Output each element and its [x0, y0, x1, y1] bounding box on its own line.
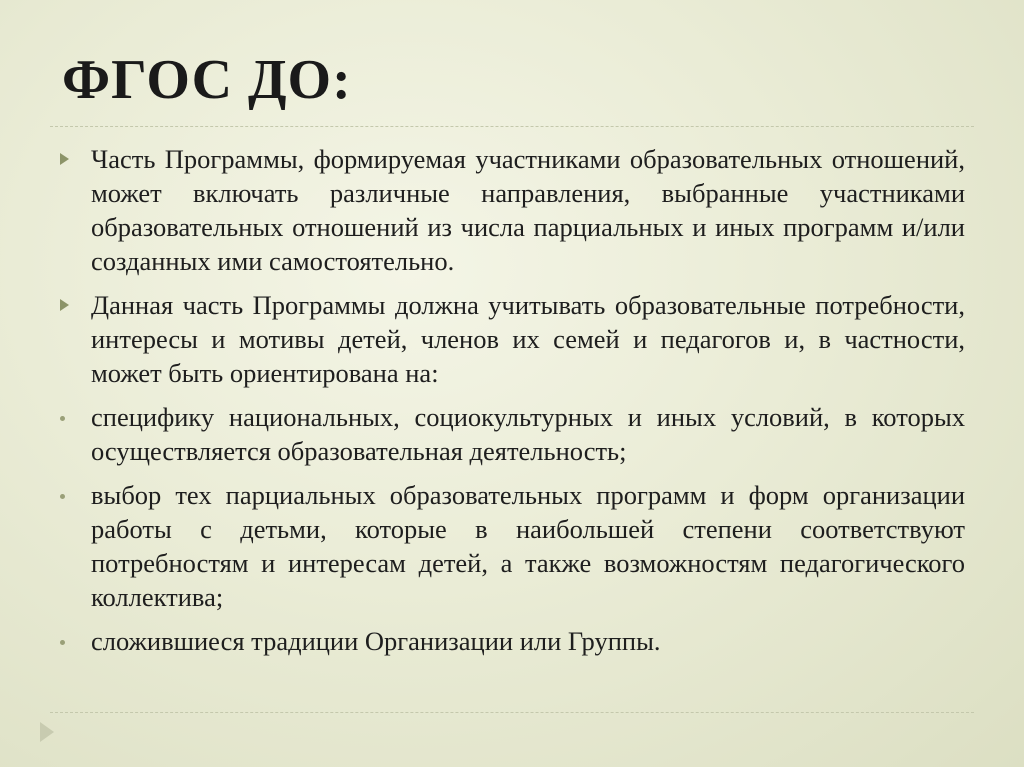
list-item [55, 624, 965, 658]
list-item-text: специфику национальных, социокультурных и иных условий, в которых осуществляется образовательная деятельность; [91, 402, 965, 466]
list-item [55, 478, 965, 614]
list-item [55, 288, 965, 390]
list-item-text: выбор тех парциальных образовательных программ и форм организации работы с детьми, которые в наибольшей степени соответствуют потребностям и интересам детей, а также возможностям педагогического коллектива; [91, 480, 965, 612]
dot-bullet-icon [55, 400, 75, 434]
list-item-text: сложившиеся традиции Организации или Группы. [91, 626, 661, 656]
dot-bullet-icon [55, 478, 75, 512]
list-item [55, 142, 965, 278]
triangle-bullet-icon [55, 142, 75, 176]
slide-title: ФГОС ДО: [62, 49, 352, 111]
slide-content-list [55, 142, 965, 668]
triangle-bullet-icon [55, 288, 75, 322]
slide-nav-arrow-icon [40, 722, 54, 742]
list-item [55, 400, 965, 468]
list-item-text: Часть Программы, формируемая участниками образовательных отношений, может включать различные направления, выбранные участниками образовательных отношений из числа парциальных и иных программ и/или созданных ими самостоятельно. [91, 144, 965, 276]
title-divider [50, 126, 974, 127]
footer-divider [50, 712, 974, 713]
list-item-text: Данная часть Программы должна учитывать образовательные потребности, интересы и мотивы детей, членов их семей и педагогов и, в частности, может быть ориентирована на: [91, 290, 965, 388]
dot-bullet-icon [55, 624, 75, 658]
